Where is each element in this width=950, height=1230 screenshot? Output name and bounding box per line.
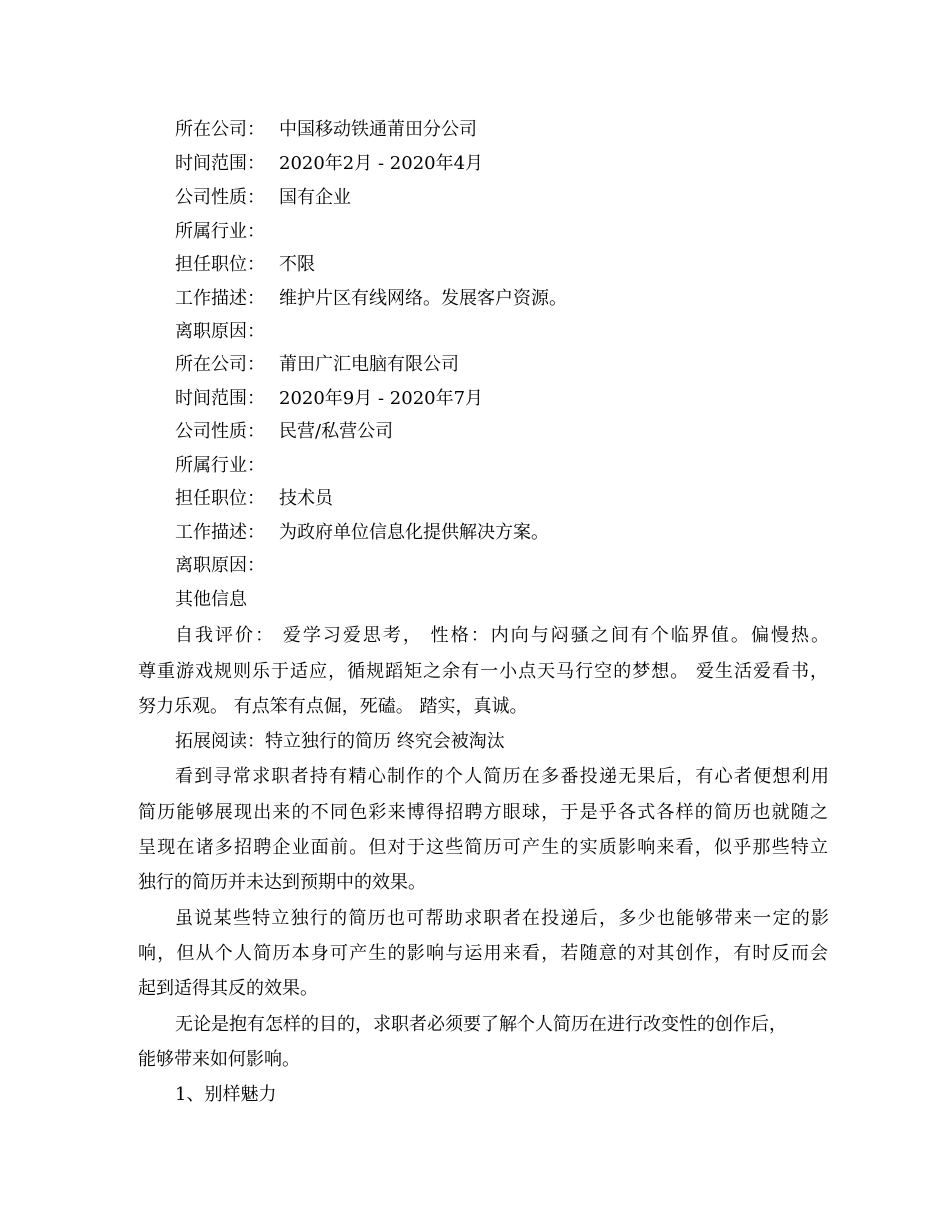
paragraph-line: 起到适得其反的效果。 — [138, 978, 318, 999]
job2-reason — [175, 552, 279, 580]
other-info-heading: 其他信息 — [175, 589, 247, 610]
field-value: 维护片区有线网络。发展客户资源。 — [279, 288, 567, 309]
field-label: 所属行业： — [175, 221, 265, 242]
field-label: 担任职位： — [175, 254, 265, 275]
job1-company — [175, 116, 477, 144]
field-value: 莆田广汇电脑有限公司 — [279, 354, 459, 375]
self-eval-line: 自我评价： 爱学习爱思考， 性格：内向与闷骚之间有个临界值。偏慢热。 — [175, 625, 829, 646]
field-value: 2020年9月 - 2020年7月 — [279, 388, 484, 409]
field-value: 国有企业 — [279, 187, 351, 208]
field-value: 2020年2月 - 2020年4月 — [279, 153, 484, 174]
field-label: 时间范围： — [175, 388, 265, 409]
field-value: 技术员 — [279, 488, 333, 509]
field-label: 公司性质： — [175, 421, 265, 442]
field-value: 为政府单位信息化提供解决方案。 — [279, 522, 549, 543]
paragraph-line: 能够带来如何影响。 — [138, 1049, 300, 1070]
paragraph-line: 虽说某些特立独行的简历也可帮助求职者在投递后，多少也能够带来一定的影 — [175, 908, 829, 929]
paragraph-line: 看到寻常求职者持有精心制作的个人简历在多番投递无果后，有心者便想利用 — [175, 766, 829, 787]
job2-industry — [175, 452, 279, 480]
job1-position — [175, 251, 315, 279]
job1-period — [175, 150, 483, 178]
field-label: 担任职位： — [175, 488, 265, 509]
self-eval-line: 尊重游戏规则乐于适应，循规蹈矩之余有一小点天马行空的梦想。 爱生活爱看书， — [138, 661, 828, 682]
job1-industry — [175, 218, 279, 246]
paragraph-line: 无论是抱有怎样的目的，求职者必须要了解个人简历在进行改变性的创作后， — [175, 1014, 787, 1035]
field-label: 工作描述： — [175, 522, 265, 543]
field-label: 所在公司： — [175, 354, 265, 375]
job2-nature — [175, 418, 393, 446]
job2-company — [175, 351, 459, 379]
paragraph-line: 独行的简历并未达到预期中的效果。 — [138, 872, 426, 893]
job1-nature — [175, 184, 351, 212]
paragraph-line: 响，但从个人简历本身可产生的影响与运用来看，若随意的对其创作，有时反而会 — [138, 943, 828, 964]
field-label: 公司性质： — [175, 187, 265, 208]
paragraph-line: 呈现在诸多招聘企业面前。但对于这些简历可产生的实质影响来看，似乎那些特立 — [138, 837, 828, 858]
field-label: 所属行业： — [175, 455, 265, 476]
job1-reason — [175, 318, 279, 346]
job2-description — [175, 519, 549, 547]
job1-description — [175, 285, 567, 313]
field-value: 中国移动铁通莆田分公司 — [279, 119, 477, 140]
job2-period — [175, 385, 483, 413]
job2-position — [175, 485, 333, 513]
extended-reading-title: 拓展阅读：特立独行的简历 终究会被淘汰 — [175, 731, 505, 752]
field-value: 民营/私营公司 — [279, 421, 394, 442]
field-value: 不限 — [279, 254, 315, 275]
self-eval-line: 努力乐观。 有点笨有点倔，死磕。 踏实，真诚。 — [138, 696, 528, 717]
paragraph-line: 简历能够展现出来的不同色彩来博得招聘方眼球，于是乎各式各样的简历也就随之 — [138, 802, 828, 823]
field-label: 工作描述： — [175, 288, 265, 309]
field-label: 离职原因： — [175, 321, 265, 342]
field-label: 所在公司： — [175, 119, 265, 140]
field-label: 时间范围： — [175, 153, 265, 174]
field-label: 离职原因： — [175, 555, 265, 576]
section-heading: 1、别样魅力 — [175, 1084, 277, 1105]
